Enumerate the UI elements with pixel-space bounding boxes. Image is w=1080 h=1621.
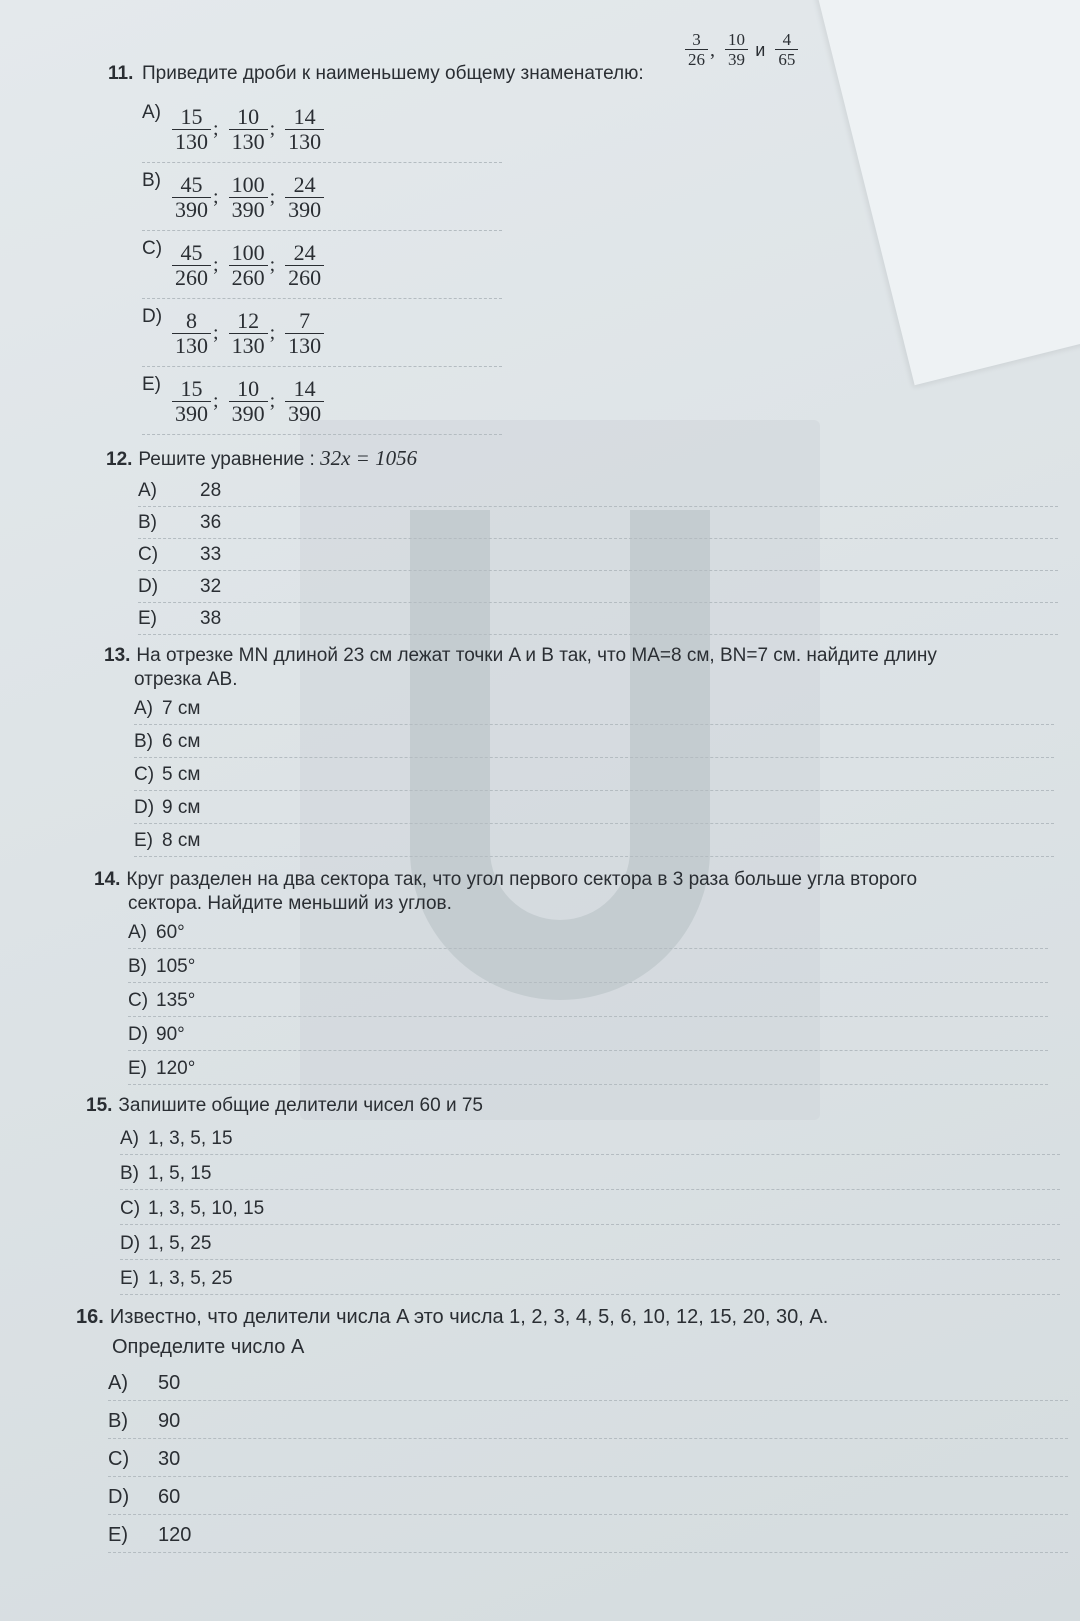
option-14-a[interactable]: A) 60° [128,918,1048,949]
option-14-e[interactable]: E) 120° [128,1054,1048,1085]
option-12-d[interactable]: D) 32 [138,572,1058,603]
option-11-c[interactable]: C) $\frac{45}{260}$ ; $\frac{100}{260}$ ; $\frac{24}{260}$ [142,232,502,299]
question-14 [94,868,1054,916]
question-15 [86,1094,986,1118]
question-text: Круг разделен на два сектора так, что угол первого сектора в 3 раза больше угла второго [126,869,918,890]
given-fraction: $\frac{4}{65}$ [775,30,798,69]
option-13-d[interactable]: D) 9 см [134,793,1054,824]
option-15-c[interactable]: C) 1, 3, 5, 10, 15 [120,1194,1060,1225]
equation: 32x = 1056 [320,446,418,470]
question-text: Запишите общие делители чисел 60 и 75 [118,1095,483,1116]
option-14-c[interactable]: C) 135° [128,986,1048,1017]
question-text-cont: сектора. Найдите меньший из углов. [128,893,452,914]
option-13-a[interactable]: A) 7 см [134,694,1054,725]
option-13-b[interactable]: B) 6 см [134,727,1054,758]
option-12-b[interactable]: B) 36 [138,508,1058,539]
question-13 [104,644,1044,692]
option-16-b[interactable]: B) 90 [108,1404,1068,1439]
question-text: Известно, что делители числа A это числа 1, 2, 3, 4, 5, 6, 10, 12, 15, 20, 30, A. [109,1306,829,1328]
option-16-a[interactable]: A) 50 [108,1366,1068,1401]
question-number: 12. [106,449,133,470]
option-15-a[interactable]: A) 1, 3, 5, 15 [120,1124,1060,1155]
question-number: 16. [76,1306,104,1328]
question-text: Решите уравнение : [138,449,315,470]
option-14-d[interactable]: D) 90° [128,1020,1048,1051]
option-14-b[interactable]: B) 105° [128,952,1048,983]
question-text: Приведите дроби к наименьшему общему знаменателю: [142,63,644,84]
question-12 [106,446,706,472]
option-13-c[interactable]: C) 5 см [134,760,1054,791]
given-fraction: $\frac{10}{39}$ [725,30,748,69]
option-11-d[interactable]: D) $\frac{8}{130}$ ; $\frac{12}{130}$ ; $\frac{7}{130}$ [142,300,502,367]
question-text-cont: отрезка AB. [134,669,238,690]
given-fraction: $\frac{3}{26}$ [685,30,708,69]
option-16-c[interactable]: C) 30 [108,1442,1068,1477]
option-16-e[interactable]: E) 120 [108,1518,1068,1553]
option-15-e[interactable]: E) 1, 3, 5, 25 [120,1264,1060,1295]
question-number: 14. [94,869,121,890]
back-sheet-corner [813,0,1080,385]
question-16 [76,1302,1056,1362]
option-11-b[interactable]: B) $\frac{45}{390}$ ; $\frac{100}{390}$ ; $\frac{24}{390}$ [142,164,502,231]
option-16-d[interactable]: D) 60 [108,1480,1068,1515]
option-12-e[interactable]: E) 38 [138,604,1058,635]
option-15-d[interactable]: D) 1, 5, 25 [120,1229,1060,1260]
option-13-e[interactable]: E) 8 см [134,826,1054,857]
question-text: На отрезке MN длиной 23 см лежат точки A и B так, что MA=8 см, BN=7 см. найдите длину [136,645,937,666]
question-number: 11. [108,63,134,84]
question-number: 13. [104,645,131,666]
option-12-a[interactable]: A) 28 [138,476,1058,507]
question-11 [108,30,808,90]
option-11-a[interactable]: A) $\frac{15}{130}$ ; $\frac{10}{130}$ ; $\frac{14}{130}$ [142,96,502,163]
question-text-cont: Определите число A [112,1336,305,1358]
option-11-e[interactable]: E) $\frac{15}{390}$ ; $\frac{10}{390}$ ; $\frac{14}{390}$ [142,368,502,435]
question-number: 15. [86,1095,113,1116]
option-15-b[interactable]: B) 1, 5, 15 [120,1159,1060,1190]
option-12-c[interactable]: C) 33 [138,540,1058,571]
given-fractions: $\frac{3}{26}$ , $\frac{10}{39}$ и $\frac{4}{65}$ [683,30,800,69]
